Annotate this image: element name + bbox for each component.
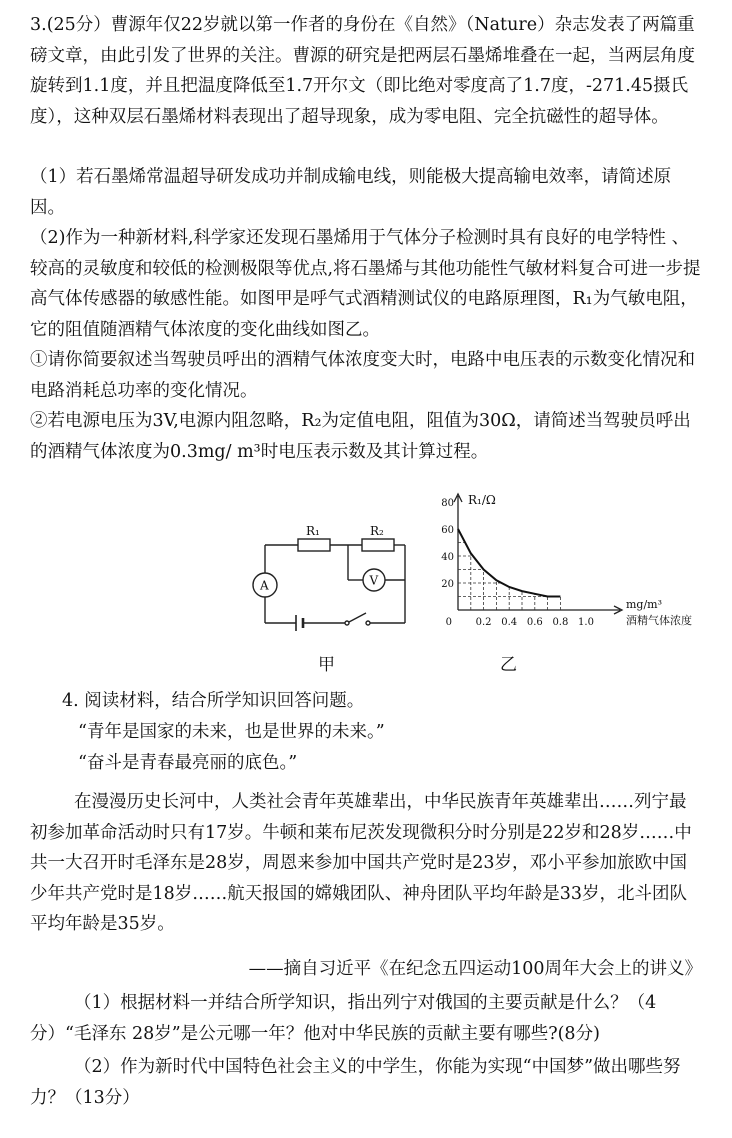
x-tick-label: 0.2 [475, 617, 492, 628]
y-tick-label: 60 [441, 525, 454, 536]
r1-resistor [298, 539, 330, 551]
x-axis-label: 酒精气体浓度 [626, 614, 692, 627]
x-tick-label: 0.8 [552, 617, 569, 628]
q4-source: ——摘自习近平《在纪念五四运动100周年大会上的讲义》 [248, 959, 702, 979]
circuit-diagram [240, 515, 420, 645]
resistance-curve [458, 529, 560, 597]
q3-sub1: （1）若石墨烯常温超导研发成功并制成输电线，则能极大提高输电效率，请简述原因。 [30, 167, 672, 218]
q3-sub2: （2)作为一种新材料,科学家还发现石墨烯用于气体分子检测时具有良好的电学特性 、较高的灵敏度和较低的检测极限等优点,将石墨烯与其他功能性气敏材料复合可进一步提高气体传感器的敏感性能。如图甲是呼气式酒精测试仪的电路原理图，R₁为气敏电阻，它的阻值随酒精气体浓度的变化曲线如图乙。 [30, 228, 701, 340]
y-tick-label: 40 [441, 552, 454, 563]
y-tick-label: 80 [441, 498, 454, 509]
q4-sub2: （2）作为新时代中国特色社会主义的中学生，你能为实现“中国梦”做出哪些努力？（13分） [30, 1057, 681, 1108]
r2-resistor [362, 539, 394, 551]
q3-item1: ①请你简要叙述当驾驶员呼出的酒精气体浓度变大时，电路中电压表的示数变化情况和电路消耗总功率的变化情况。 [30, 350, 695, 401]
voltmeter-label: V [369, 573, 379, 588]
q4-quote2: “奋斗是青春最亮丽的底色。” [78, 753, 298, 773]
r1-label: R₁ [306, 524, 320, 538]
q3-intro: 3.(25分）曹源年仅22岁就以第一作者的身份在《自然》（Nature）杂志发表了两篇重磅文章，由此引发了世界的关注。曹源的研究是把两层石墨烯堆叠在一起，当两层角度旋转到1.1度，并且把温度降低至1.7开尔文（即比绝对零度高了1.7度，-271.45摄氏度），这种双层石墨烯材料表现出了超导现象，成为零电阻、完全抗磁性的超导体。 [30, 15, 695, 127]
q4-quote1: “青年是国家的未来，也是世界的未来。” [78, 722, 385, 742]
q4-body: 在漫漫历史长河中，人类社会青年英雄辈出，中华民族青年英雄辈出……列宁最初参加革命活动时只有17岁。牛顿和莱布尼茨发现微积分时分别是22岁和28岁……中共一大召开时毛泽东是28岁，周恩来参加中国共产党时是23岁，邓小平参加旅欧中国少年共产党时是18岁……航天报国的嫦娥团队、神舟团队平均年龄是33岁，北斗团队平均年龄是35岁。 [30, 792, 692, 934]
r2-label: R₂ [370, 524, 384, 538]
chart-svg [430, 488, 730, 648]
q4-title: 4. 阅读材料，结合所学知识回答问题。 [62, 691, 365, 711]
y-tick-label: 20 [441, 579, 454, 590]
x-tick-label: 0.4 [501, 617, 518, 628]
x-tick-label: 0.6 [526, 617, 543, 628]
chart-caption: 乙 [500, 655, 517, 675]
q4-sub1: （1）根据材料一并结合所学知识，指出列宁对俄国的主要贡献是什么？（4分）“毛泽东 28岁”是公元哪一年？他对中华民族的贡献主要有哪些?(8分) [30, 993, 657, 1044]
circuit-svg [240, 515, 420, 645]
origin-label: 0 [445, 617, 452, 628]
q3-item2: ②若电源电压为3V,电源内阻忽略，R₂为定值电阻，阻值为30Ω，请简述当驾驶员呼出的酒精气体浓度为0.3mg/ m³时电压表示数及其计算过程。 [30, 411, 691, 462]
resistance-chart [430, 488, 730, 648]
x-axis-unit: mg/m³ [626, 598, 663, 611]
ammeter-label: A [260, 578, 269, 593]
x-tick-label: 1.0 [578, 617, 594, 628]
circuit-caption: 甲 [318, 655, 335, 675]
y-axis-label: R₁/Ω [468, 493, 496, 507]
